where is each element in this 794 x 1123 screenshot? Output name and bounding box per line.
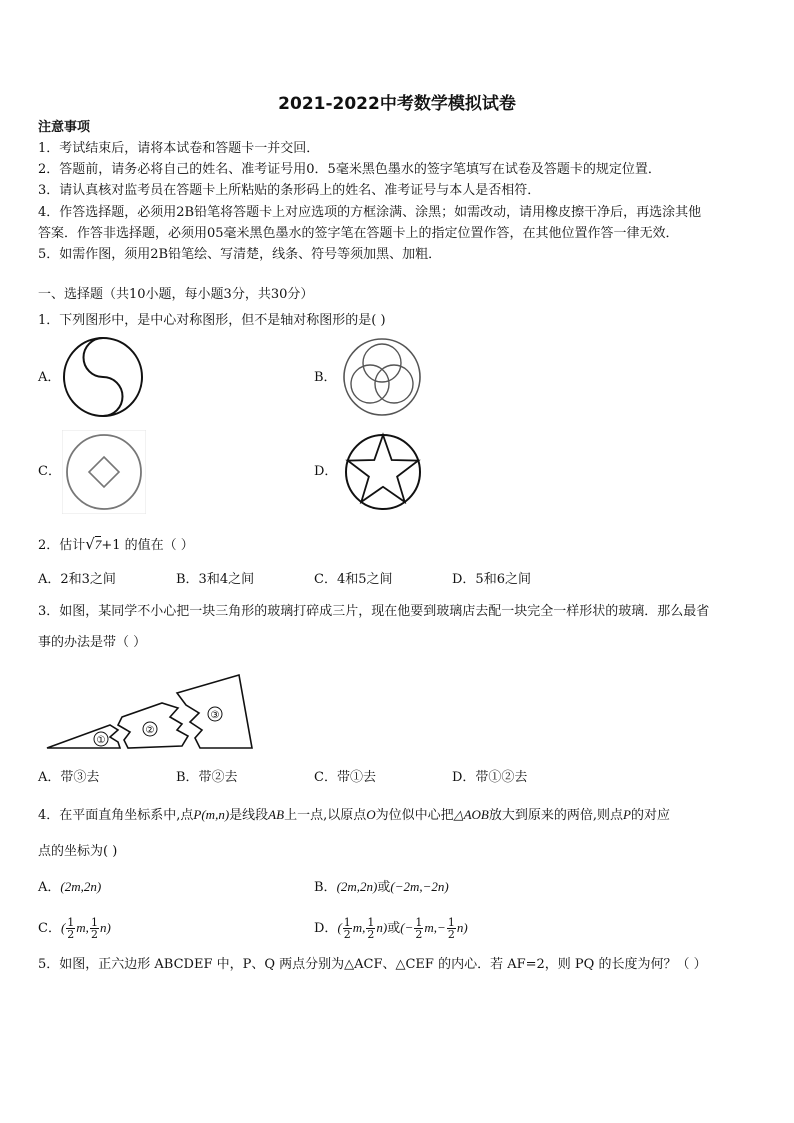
fraction-half: $\frac{1}{2}$ <box>367 916 375 941</box>
q4-text: 放大到原来的两倍,则点 <box>488 808 624 823</box>
q4-text: 是线段 <box>229 808 269 823</box>
piece-2-label: ② <box>145 725 155 736</box>
question-1-stem: 1．下列图形中，是中心对称图形，但不是轴对称图形的是( ) <box>38 313 386 328</box>
q4-option-d[interactable]: D．( $\frac{1}{2}$ m, $\frac{1}{2}$ n)或(− $\frac{1}{2}$ m,− $\frac{1}{2}$ n) <box>314 916 468 941</box>
q3-option-d[interactable]: D．带①②去 <box>452 770 528 785</box>
q1-option-c-label[interactable]: C． <box>38 464 61 479</box>
q4-point-p: P <box>623 807 631 822</box>
q2-option-c[interactable]: C．4和5之间 <box>314 572 393 587</box>
notice-item: 3．请认真核对监考员在答题卡上所粘贴的条形码上的姓名、准考证号与本人是否相符． <box>38 183 541 198</box>
q2-stem-post: +1 的值在（ ） <box>101 538 194 553</box>
q4-option-b-value: (−2m,−2n) <box>390 879 449 894</box>
q4-triangle: △AOB <box>453 807 489 822</box>
sqrt-sign: √ <box>85 535 95 553</box>
q4-option-b[interactable] <box>314 877 449 898</box>
q4-text: 的对应 <box>630 808 670 823</box>
q4-segment: AB <box>268 807 285 822</box>
broken-glass-figure <box>44 672 256 752</box>
piece-3-label: ③ <box>210 710 220 721</box>
question-5-stem: 5．如图，正六边形 ABCDEF 中，P、Q 两点分别为△ACF、△CEF 的内心．若 AF=2，则 PQ 的长度为何？（ ） <box>38 957 707 972</box>
q4-option-c[interactable]: C．( $\frac{1}{2}$ m, $\frac{1}{2}$ n) <box>38 916 111 941</box>
q2-option-d[interactable]: D．5和6之间 <box>452 572 531 587</box>
section-heading: 一、选择题（共10小题，每小题3分，共30分） <box>38 287 314 302</box>
q4-option-b-value: (2m,2n) <box>336 879 378 894</box>
three-arcs-figure <box>340 336 424 418</box>
q4-text: 为位似中心把 <box>375 808 454 823</box>
question-2-stem <box>38 534 194 556</box>
q3-option-a[interactable]: A．带③去 <box>38 770 100 785</box>
notice-item: 5．如需作图，须用2B铅笔绘、写清楚，线条、符号等须加黑、加粗． <box>38 247 442 262</box>
piece-1-label: ① <box>96 735 106 746</box>
fraction-half: $\frac{1}{2}$ <box>447 916 455 941</box>
question-3-line2: 事的办法是带（ ） <box>38 635 147 650</box>
star-figure <box>343 432 423 512</box>
q4-option-c-label: C． <box>38 921 61 936</box>
q4-option-d-label: D． <box>314 921 338 936</box>
fraction-half: $\frac{1}{2}$ <box>67 916 75 941</box>
fraction-half: $\frac{1}{2}$ <box>415 916 423 941</box>
q3-option-c[interactable]: C．带①去 <box>314 770 376 785</box>
question-3-line1: 3．如图，某同学不小心把一块三角形的玻璃打碎成三片，现在他要到玻璃店去配一块完全一样形状的玻璃．那么最省 <box>38 604 710 619</box>
q1-option-b-label[interactable]: B． <box>314 370 337 385</box>
q4-option-a[interactable] <box>38 877 101 898</box>
q4-text: 上一点,以原点 <box>284 808 367 823</box>
q4-option-a-value: (2m,2n) <box>60 879 102 894</box>
q2-stem-pre: 2．估计 <box>38 538 86 553</box>
coin-figure <box>62 430 146 514</box>
taiji-figure <box>62 336 144 418</box>
notice-item: 4．作答选择题，必须用2B铅笔将答题卡上对应选项的方框涂满、涂黑；如需改动，请用橡皮擦干净后，再选涂其他 <box>38 205 702 220</box>
q4-text: 4．在平面直角坐标系中,点 <box>38 808 194 823</box>
q4-point: P(m,n) <box>193 807 230 822</box>
notice-item: 1．考试结束后，请将本试卷和答题卡一并交回． <box>38 141 320 156</box>
fraction-half: $\frac{1}{2}$ <box>343 916 351 941</box>
q1-option-a-label[interactable]: A． <box>38 370 61 385</box>
q4-or: 或 <box>387 921 401 936</box>
q1-option-d-label[interactable]: D． <box>314 464 338 479</box>
question-4-line1 <box>38 805 670 826</box>
notice-heading: 注意事项 <box>38 120 91 135</box>
q2-option-a[interactable]: A．2和3之间 <box>38 572 116 587</box>
notice-item: 2．答题前，请务必将自己的姓名、准考证号用0．5毫米黑色墨水的签字笔填写在试卷及答题卡的规定位置． <box>38 162 661 177</box>
q2-radicand: 7 <box>94 537 102 552</box>
fraction-half: $\frac{1}{2}$ <box>90 916 98 941</box>
q4-origin: O <box>366 807 376 822</box>
question-4-line2: 点的坐标为( ) <box>38 844 118 859</box>
notice-item: 答案．作答非选择题，必须用05毫米黑色墨水的签字笔在答题卡上的指定位置作答，在其他位置作答一律无效． <box>38 226 679 241</box>
q4-option-a-label: A． <box>38 880 61 895</box>
page-title: 2021-2022中考数学模拟试卷 <box>278 94 516 114</box>
q3-option-b[interactable]: B．带②去 <box>176 770 238 785</box>
q4-or: 或 <box>377 880 391 895</box>
q4-option-b-label: B． <box>314 880 337 895</box>
q2-option-b[interactable]: B．3和4之间 <box>176 572 255 587</box>
